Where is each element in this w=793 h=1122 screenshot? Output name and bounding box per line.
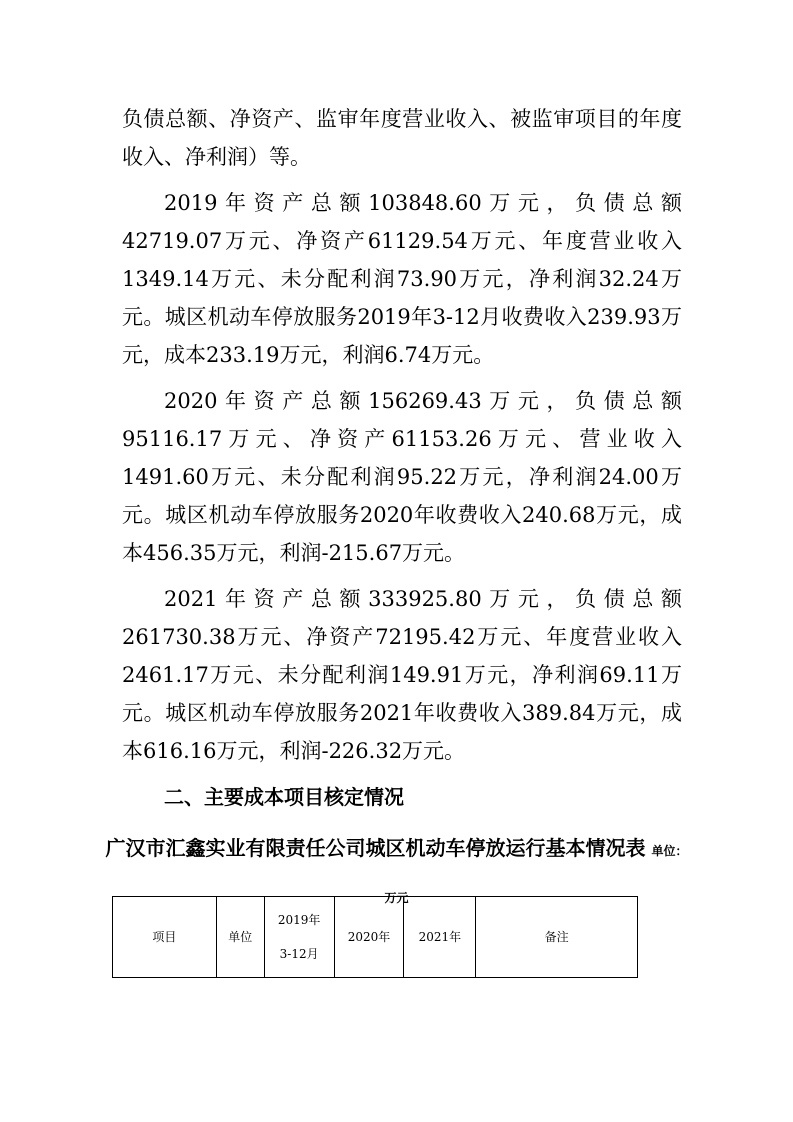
operation-info-table [112,896,638,978]
header-2019-months: 3-12月 [279,947,319,961]
header-2021: 2021年 [404,897,476,978]
paragraph-2019: 2019年资产总额103848.60万元，负债总额42719.07万元、净资产61129.54万元、年度营业收入1349.14万元、未分配利润73.90万元，净利润32.24万元。城区机动车停放服务2019年3-12月收费收入239.93万元，成本233.19万元，利润6.74万元。 [122,191,682,367]
table-unit-label: 单位：万元 [384,844,688,905]
header-2020: 2020年 [334,897,404,978]
paragraph-2020: 2020年资产总额156269.43万元，负债总额95116.17万元、净资产61153.26万元、营业收入1491.60万元、未分配利润95.22万元，净利润24.00万元。城区机动车停放服务2020年收费收入240.68万元，成本456.35万元，利润-215.67万元。 [122,389,682,565]
paragraph-2021: 2021年资产总额333925.80万元，负债总额261730.38万元、净资产72195.42万元、年度营业收入2461.17万元、未分配利润149.91万元，净利润69.11万元。城区机动车停放服务2021年收费收入389.84万元，成本616.16万元，利润-226.32万元。 [122,587,682,763]
paragraph-continuation: 负债总额、净资产、监审年度营业收入、被监审项目的年度收入、净利润）等。 [122,107,682,169]
header-unit: 单位 [216,897,264,978]
header-item: 项目 [113,897,217,978]
header-2019-year: 2019年 [277,913,321,927]
header-note: 备注 [476,897,638,978]
section-heading: 二、主要成本项目核定情况 [164,785,404,809]
table-title-text: 广汉市汇鑫实业有限责任公司城区机动车停放运行基本情况表 [105,836,646,860]
table-header-row [113,897,638,978]
header-2019 [264,897,334,978]
